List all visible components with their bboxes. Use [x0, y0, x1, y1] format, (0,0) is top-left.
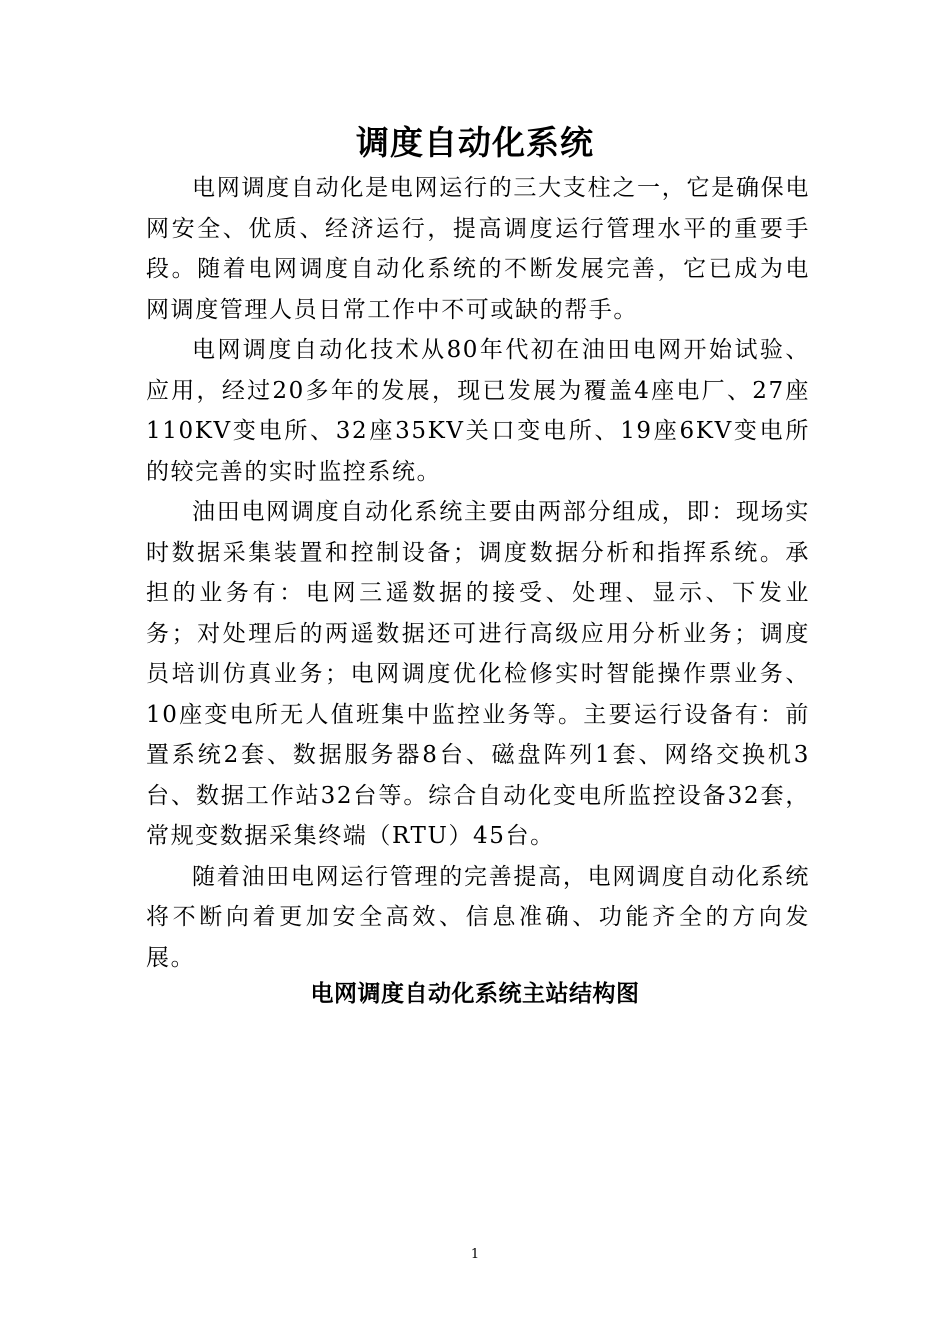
paragraph-2: 电网调度自动化技术从80年代初在油田电网开始试验、应用，经过20多年的发展，现已发展为覆盖4座电厂、27座110KV变电所、32座35KV关口变电所、19座6KV变电所的较完善的实时监控系统。	[146, 337, 810, 485]
paragraph-3: 油田电网调度自动化系统主要由两部分组成，即：现场实时数据采集装置和控制设备；调度数据分析和指挥系统。承担的业务有：电网三遥数据的接受、处理、显示、下发业务；对处理后的两遥数据还可进行高级应用分析业务；调度员培训仿真业务；电网调度优化检修实时智能操作票业务、10座变电所无人值班集中监控业务等。主要运行设备有：前置系统2套、数据服务器8台、磁盘阵列1套、网络交换机3台、数据工作站32台等。综合自动化变电所监控设备32套，常规变数据采集终端（RTU）45台。	[146, 499, 810, 849]
document-title: 调度自动化系统	[356, 123, 594, 162]
paragraph-1: 电网调度自动化是电网运行的三大支柱之一，它是确保电网安全、优质、经济运行，提高调度运行管理水平的重要手段。随着电网调度自动化系统的不断发展完善，它已成为电网调度管理人员日常工作中不可或缺的帮手。	[146, 175, 810, 323]
document-body	[146, 168, 810, 978]
page-number: 1	[470, 1247, 480, 1262]
figure-caption: 电网调度自动化系统主站结构图	[310, 981, 640, 1007]
paragraph-4: 随着油田电网运行管理的完善提高，电网调度自动化系统将不断向着更加安全高效、信息准确、功能齐全的方向发展。	[146, 863, 810, 971]
